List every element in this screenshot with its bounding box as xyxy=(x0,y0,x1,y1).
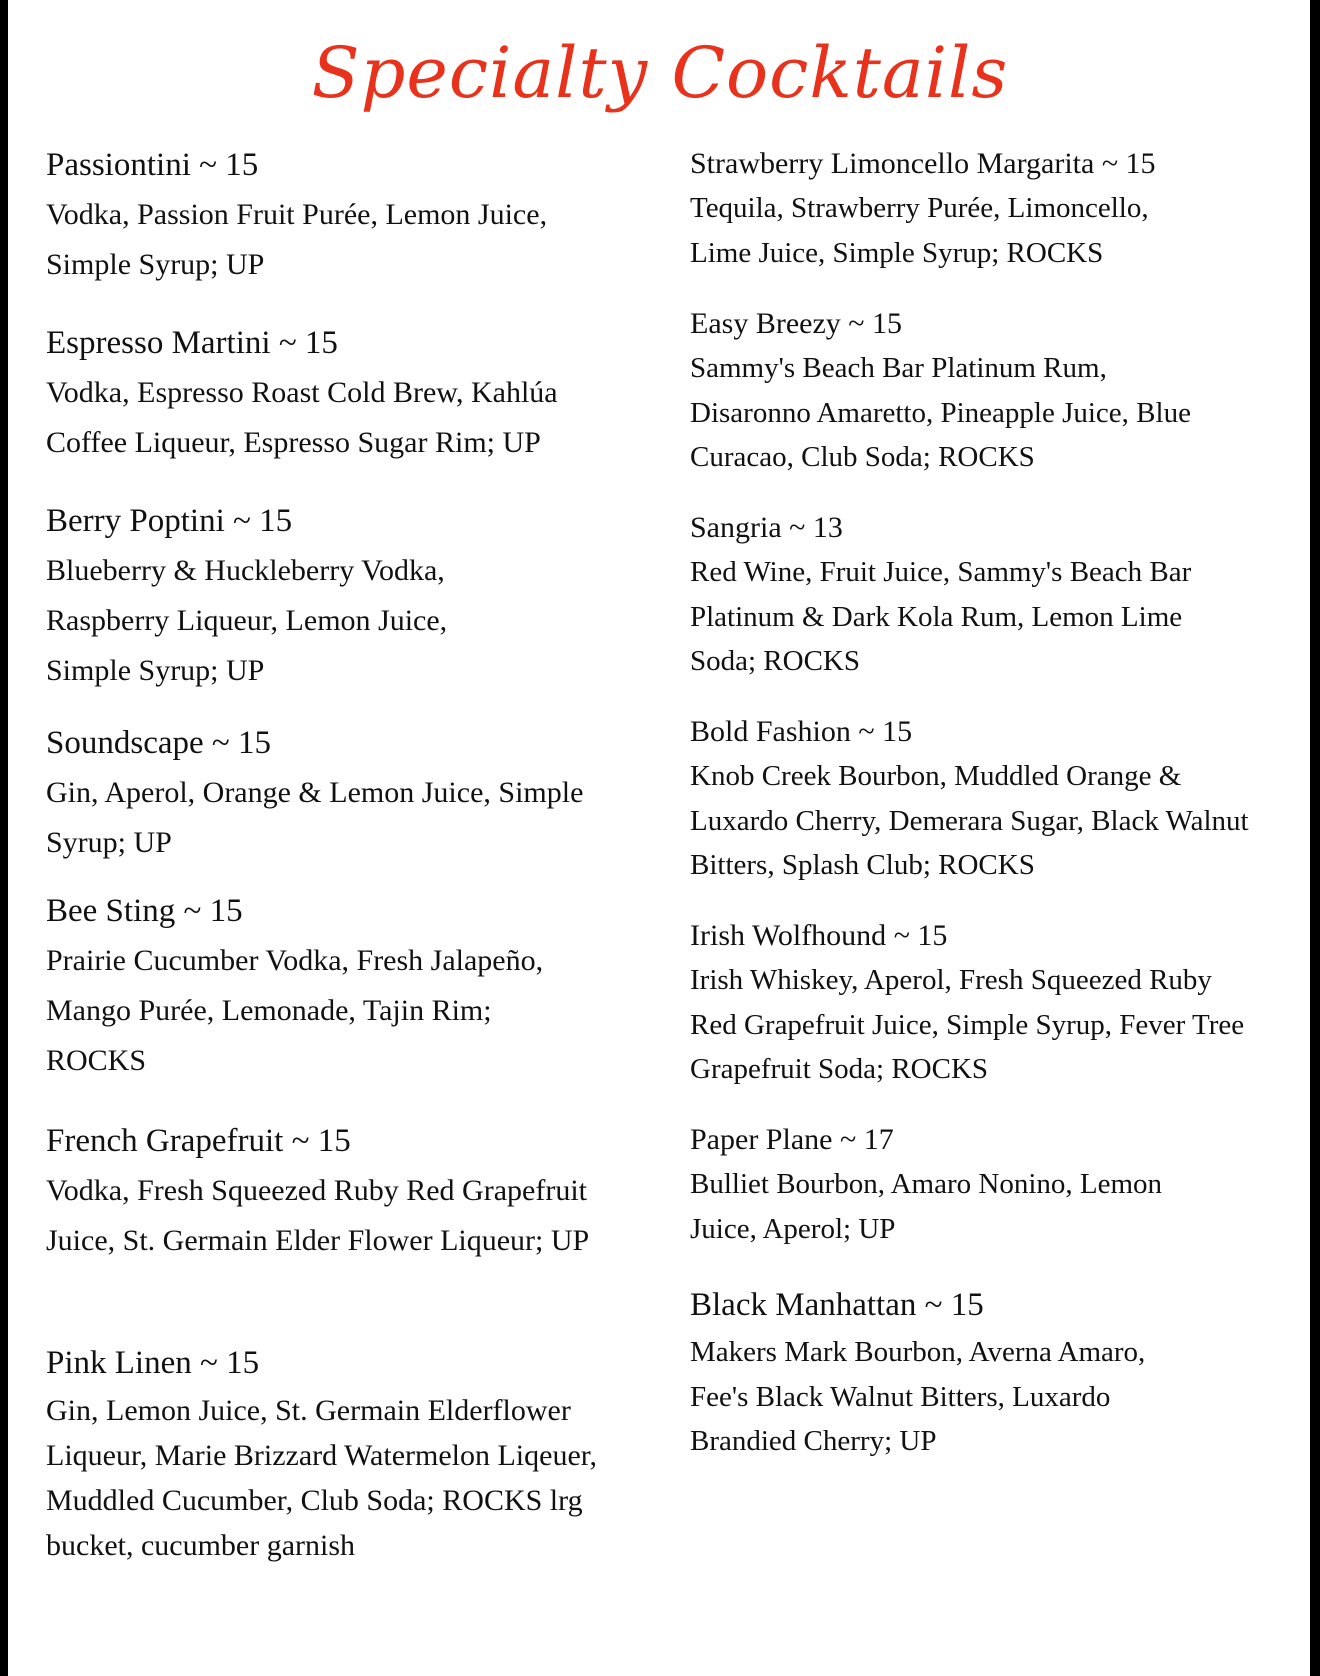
cocktail-price: 15 xyxy=(317,1123,351,1159)
cocktail-price: 15 xyxy=(950,1287,984,1323)
cocktail-price: 17 xyxy=(863,1123,894,1156)
cocktail-description: Bulliet Bourbon, Amaro Nonino, Lemon Juice, Aperol; UP xyxy=(690,1168,1163,1245)
cocktail-price: 15 xyxy=(225,147,259,183)
cocktail-name: Pink Linen xyxy=(46,1345,192,1381)
price-separator: ~ xyxy=(175,893,210,929)
cocktail-bee-sting xyxy=(46,886,646,1086)
price-separator: ~ xyxy=(270,325,305,361)
cocktail-name-line xyxy=(690,914,1290,958)
cocktail-name-line xyxy=(46,140,646,190)
cocktail-price: 15 xyxy=(304,325,338,361)
cocktail-passiontini xyxy=(46,140,646,290)
cocktail-price: 13 xyxy=(812,511,843,544)
cocktail-name: Strawberry Limoncello Margarita xyxy=(690,147,1095,180)
cocktail-name-line xyxy=(46,718,646,768)
price-separator: ~ xyxy=(916,1287,951,1323)
cocktail-easy-breezy xyxy=(690,302,1290,480)
cocktail-espresso-martini xyxy=(46,318,646,468)
price-separator: ~ xyxy=(840,307,872,340)
cocktail-description: Vodka, Fresh Squeezed Ruby Red Grapefruit Juice, St. Germain Elder Flower Liqueur; UP xyxy=(46,1174,590,1257)
cocktail-french-grapefruit xyxy=(46,1116,646,1266)
cocktail-description: Irish Whiskey, Aperol, Fresh Squeezed Ruby Red Grapefruit Juice, Simple Syrup, Fever Tree Grapefruit Soda; ROCKS xyxy=(690,964,1245,1085)
cocktail-name: Berry Poptini xyxy=(46,503,225,539)
cocktail-description: Sammy's Beach Bar Platinum Rum, Disaronno Amaretto, Pineapple Juice, Blue Curacao, Club Soda; ROCKS xyxy=(690,352,1191,473)
cocktail-irish-wolfhound xyxy=(690,914,1290,1092)
cocktail-pink-linen xyxy=(46,1338,646,1568)
cocktail-description: Vodka, Passion Fruit Purée, Lemon Juice, Simple Syrup; UP xyxy=(46,198,548,281)
cocktail-description: Red Wine, Fruit Juice, Sammy's Beach Bar Platinum & Dark Kola Rum, Lemon Lime Soda; ROCKS xyxy=(690,556,1192,677)
price-separator: ~ xyxy=(781,511,813,544)
cocktail-name: Espresso Martini xyxy=(46,325,271,361)
page-title: Specialty Cocktails xyxy=(311,32,1009,114)
cocktail-name: Sangria xyxy=(690,511,782,544)
cocktail-price: 15 xyxy=(1125,147,1156,180)
price-separator: ~ xyxy=(191,1345,227,1381)
cocktail-description: Makers Mark Bourbon, Averna Amaro, Fee's Black Walnut Bitters, Luxardo Brandied Cherry; UP xyxy=(690,1336,1146,1457)
cocktail-soundscape xyxy=(46,718,646,868)
cocktail-price: 15 xyxy=(259,503,293,539)
cocktail-name: Bold Fashion xyxy=(690,715,851,748)
cocktail-description: Blueberry & Huckleberry Vodka, Raspberry Liqueur, Lemon Juice, Simple Syrup; UP xyxy=(46,554,448,687)
cocktail-name-line xyxy=(46,1338,646,1388)
cocktail-name: Paper Plane xyxy=(690,1123,833,1156)
cocktail-name: Bee Sting xyxy=(46,893,176,929)
cocktail-price: 15 xyxy=(238,725,271,761)
cocktail-name: Irish Wolfhound xyxy=(690,919,887,952)
cocktail-name-line xyxy=(46,496,646,546)
cocktail-price: 15 xyxy=(917,919,948,952)
cocktail-name-line xyxy=(690,710,1290,754)
cocktail-name-line xyxy=(690,302,1290,346)
price-separator: ~ xyxy=(203,725,238,761)
cocktail-name-line xyxy=(690,142,1290,186)
cocktail-name-line xyxy=(690,506,1290,550)
cocktail-description: Gin, Aperol, Orange & Lemon Juice, Simple Syrup; UP xyxy=(46,776,584,859)
cocktail-description: Gin, Lemon Juice, St. Germain Elderflower Liqueur, Marie Brizzard Watermelon Liqeuer, Muddled Cucumber, Club Soda; ROCKS lrg bucket, cucumber garnish xyxy=(46,1394,598,1562)
cocktail-name: Passiontini xyxy=(46,147,191,183)
cocktail-name: Black Manhattan xyxy=(690,1287,917,1323)
cocktail-strawberry-limoncello-margarita xyxy=(690,142,1290,275)
cocktail-bold-fashion xyxy=(690,710,1290,888)
cocktail-berry-poptini xyxy=(46,496,646,696)
cocktail-price: 15 xyxy=(872,307,902,340)
cocktail-paper-plane xyxy=(690,1118,1290,1251)
price-separator: ~ xyxy=(850,715,883,748)
cocktail-black-manhattan xyxy=(690,1280,1290,1464)
cocktail-name-line xyxy=(690,1280,1290,1330)
cocktail-price: 15 xyxy=(882,715,913,748)
price-separator: ~ xyxy=(224,503,260,539)
cocktail-description: Prairie Cucumber Vodka, Fresh Jalapeño, Mango Purée, Lemonade, Tajin Rim; ROCKS xyxy=(46,944,544,1077)
cocktail-name: French Grapefruit xyxy=(46,1123,284,1159)
cocktail-name: Easy Breezy xyxy=(690,307,841,340)
cocktail-sangria xyxy=(690,506,1290,684)
cocktail-price: 15 xyxy=(209,893,243,929)
cocktail-name-line xyxy=(690,1118,1290,1162)
price-separator: ~ xyxy=(190,147,226,183)
price-separator: ~ xyxy=(832,1123,864,1156)
cocktail-description: Tequila, Strawberry Purée, Limoncello, Lime Juice, Simple Syrup; ROCKS xyxy=(690,192,1149,269)
price-separator: ~ xyxy=(1094,147,1126,180)
cocktail-name: Soundscape xyxy=(46,725,204,761)
cocktail-description: Vodka, Espresso Roast Cold Brew, Kahlúa Coffee Liqueur, Espresso Sugar Rim; UP xyxy=(46,376,558,459)
cocktail-name-line xyxy=(46,318,646,368)
cocktail-price: 15 xyxy=(226,1345,260,1381)
price-separator: ~ xyxy=(283,1123,318,1159)
cocktail-description: Knob Creek Bourbon, Muddled Orange & Luxardo Cherry, Demerara Sugar, Black Walnut Bitters, Splash Club; ROCKS xyxy=(690,760,1249,881)
cocktail-name-line xyxy=(46,886,646,936)
price-separator: ~ xyxy=(886,919,918,952)
cocktail-name-line xyxy=(46,1116,646,1166)
